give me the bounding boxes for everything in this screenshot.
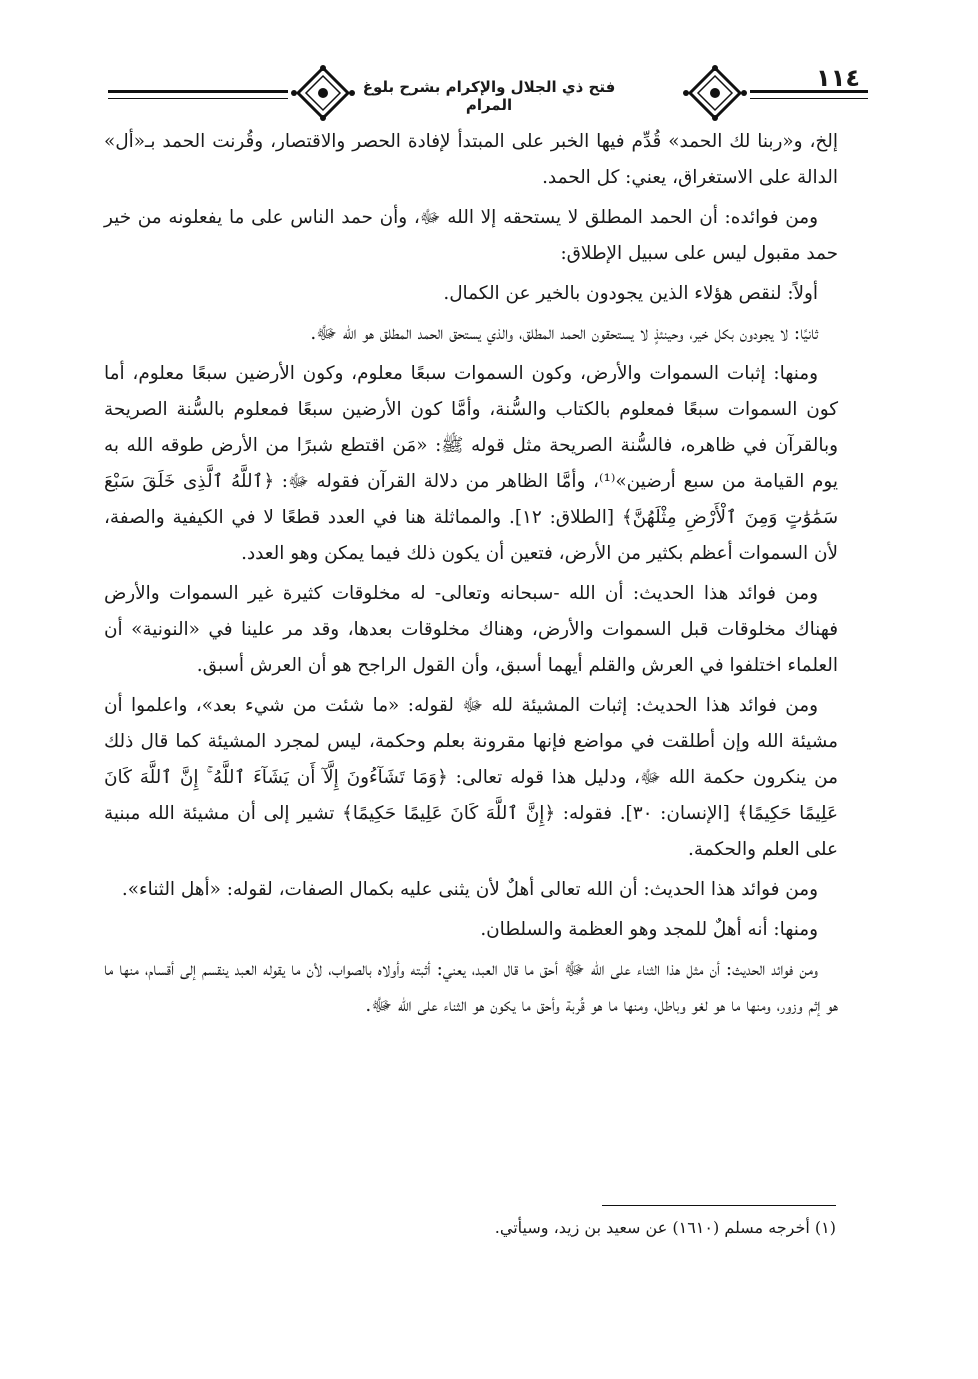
page-number: ١١٤ bbox=[816, 64, 860, 92]
page-header bbox=[108, 58, 868, 128]
paragraph: ومن فوائده: أن الحمد المطلق لا يستحقه إلا الله ﷻ، وأن حمد الناس على ما يفعلونه من خير حمد مقبول ليس على سبيل الإطلاق: bbox=[104, 207, 838, 264]
paragraph: أولاً: لنقص هؤلاء الذين يجودون بالخير عن الكمال. bbox=[443, 283, 818, 304]
paragraph: ومن فوائد هذا الحديث: أن الله تعالى أهلٌ لأن يثنى عليه بكمال الصفات، لقوله: «أهل الثناء». bbox=[121, 879, 818, 900]
book-title: فتح ذي الجلال والإكرام بشرح بلوغ المرام bbox=[362, 78, 616, 114]
paragraph: إلخ، و«ربنا لك الحمد» قُدِّم فيها الخبر على المبتدأ لإفادة الحصر والاقتصار، وقُرنت الحمد بـ«أل» الدالة على الاستغراق، يعني: كل الحمد. bbox=[104, 131, 838, 188]
paragraph: ثانيًا: لا يجودون بكل خير، وحينئذٍ لا يستحقون الحمد المطلق، والذي يستحق الحمد المطلق هو الله ﷻ. bbox=[310, 323, 818, 344]
header-rule bbox=[108, 98, 288, 99]
paragraph: ومن فوائد الحديث: أن مثل هذا الثناء على الله ﷻ أحق ما قال العبد، يعني: أثبته وأولاه بالصواب، لأن ما يقوله العبد ينقسم إلى أقسام، منها ما هو إثم وزور، ومنها ما هو لغو وباطل، ومنها ما هو قُربة وأحق ما يكون هو الثناء على الله ﷻ. bbox=[104, 959, 838, 1016]
paragraph: ومن فوائد هذا الحديث: إثبات المشيئة لله ﷻ لقوله: «ما شئت من شيء بعد»، واعلموا أن مشيئة الله وإن أطلقت في مواضع فإنها مقرونة بعلم وحكمة، ليس لمجرد المشيئة كما قال ذلك من ينكرون حكمة الله ﷻ، ودليل هذا قوله تعالى: ﴿وَمَا تَشَآءُونَ إِلَّآ أَن يَشَآءَ ٱللَّهُ ۚ إِنَّ ٱللَّهَ كَانَ عَلِيمًا حَكِيمًا﴾ [الإنسان: ٣٠]. فقوله: ﴿إِنَّ ٱللَّهَ كَانَ عَلِيمًا حَكِيمًا﴾ تشير إلى أن مشيئة الله مبنية على العلم والحكمة. bbox=[104, 695, 838, 860]
paragraph: ومنها: أنه أهلٌ للمجد وهو العظمة والسلطان. bbox=[480, 919, 818, 940]
footnote: (١) أخرجه مسلم (١٦١٠) عن سعيد بن زيد، وسيأتي. bbox=[494, 1218, 836, 1237]
ornament-icon bbox=[682, 64, 748, 122]
ornament-icon bbox=[290, 64, 356, 122]
header-rule bbox=[750, 98, 868, 99]
paragraph: ومنها: إثبات السموات والأرض، وكون السموات سبعًا معلوم، وكون الأرضين سبعًا معلوم، أما كون السموات سبعًا فمعلوم بالكتاب والسُّنة، وأمَّا كون الأرضين سبعًا فمعلوم بالسُّنة الصريحة وبالقرآن في ظاهره، فالسُّنة الصريحة مثل قوله ﷺ: «مَن اقتطع شبرًا من الأرض طوقه الله به يوم القيامة من سبع أرضين»⁽¹⁾، وأمَّا الظاهر من دلالة القرآن فقوله ﷻ: ﴿ٱللَّهُ ٱلَّذِى خَلَقَ سَبْعَ سَمَٰوَٰتٍ وَمِنَ ٱلْأَرْضِ مِثْلَهُنَّ﴾ [الطلاق: ١٢]. والمماثلة هنا في العدد قطعًا لا في الكيفية والصفة، لأن السموات أعظم بكثير من الأرض، فتعين أن يكون ذلك فيما يمكن وهو العدد. bbox=[104, 363, 838, 564]
main-text bbox=[104, 124, 838, 1028]
paragraph: ومن فوائد هذا الحديث: أن الله -سبحانه وتعالى- له مخلوقات كثيرة غير السموات والأرض فهناك مخلوقات قبل السموات والأرض، وهناك مخلوقات بعدها، وقد مر علينا في «النونية» أن العلماء اختلفوا في العرش والقلم أيهما أسبق، وأن القول الراجح هو أن العرش أسبق. bbox=[104, 583, 838, 676]
header-rule bbox=[108, 90, 288, 93]
footnote-separator bbox=[602, 1205, 836, 1206]
